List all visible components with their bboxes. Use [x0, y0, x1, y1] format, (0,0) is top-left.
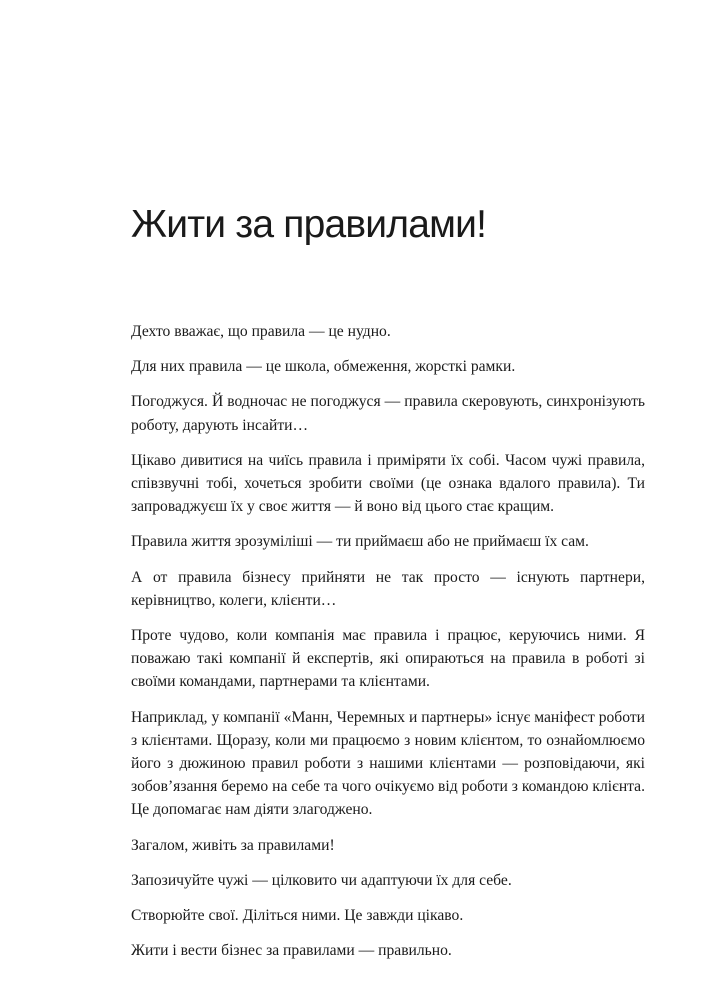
paragraph: Запозичуйте чужі — цілковито чи адаптуючи їх для себе.	[131, 871, 512, 889]
paragraph: Погоджуся. Й водночас не погоджуся — правила скеровують, синхронізують роботу, дарують інсайти…	[131, 393, 645, 434]
paragraph: Жити і вести бізнес за правилами — правильно.	[131, 942, 452, 960]
paragraph: Загалом, живіть за правилами!	[131, 836, 335, 854]
paragraph: Цікаво дивитися на чиїсь правила і приміряти їх собі. Часом чужі правила, співзвучні тобі, хочеться зробити своїми (це ознака вдалого правила). Ти запроваджуєш їх у своє життя — й воно від цього стає кращим.	[131, 451, 645, 516]
paragraph: Для них правила — це школа, обмеження, жорсткі рамки.	[131, 358, 516, 376]
paragraph: Наприклад, у компанії «Манн, Черемных и партнеры» існує маніфест роботи з клієнтами. Щоразу, коли ми працюємо з новим клієнтом, то ознайомлюємо його з дюжиною правил роботи з нашими клієнтами — розповідаючи, які зобов’язання беремо на себе та чого очікуємо від роботи з командою клієнта. Це допомагає нам діяти злагоджено.	[131, 708, 645, 819]
paragraph: Проте чудово, коли компанія має правила і працює, керуючись ними. Я поважаю такі компанії й експертів, які опираються на правила в роботі зі своїми командами, партнерами та клієнтами.	[131, 627, 645, 691]
paragraph: Створюйте свої. Діліться ними. Це завжди цікаво.	[131, 907, 464, 925]
paragraph: Дехто вважає, що правила — це нудно.	[131, 323, 391, 340]
paragraph: Правила життя зрозуміліші — ти приймаєш або не приймаєш їх сам.	[131, 533, 589, 551]
chapter-body	[131, 320, 645, 962]
paragraph: А от правила бізнесу прийняти не так просто — існують партнери, керівництво, колеги, клієнти…	[131, 568, 645, 609]
chapter-title: Жити за правилами!	[131, 203, 487, 246]
